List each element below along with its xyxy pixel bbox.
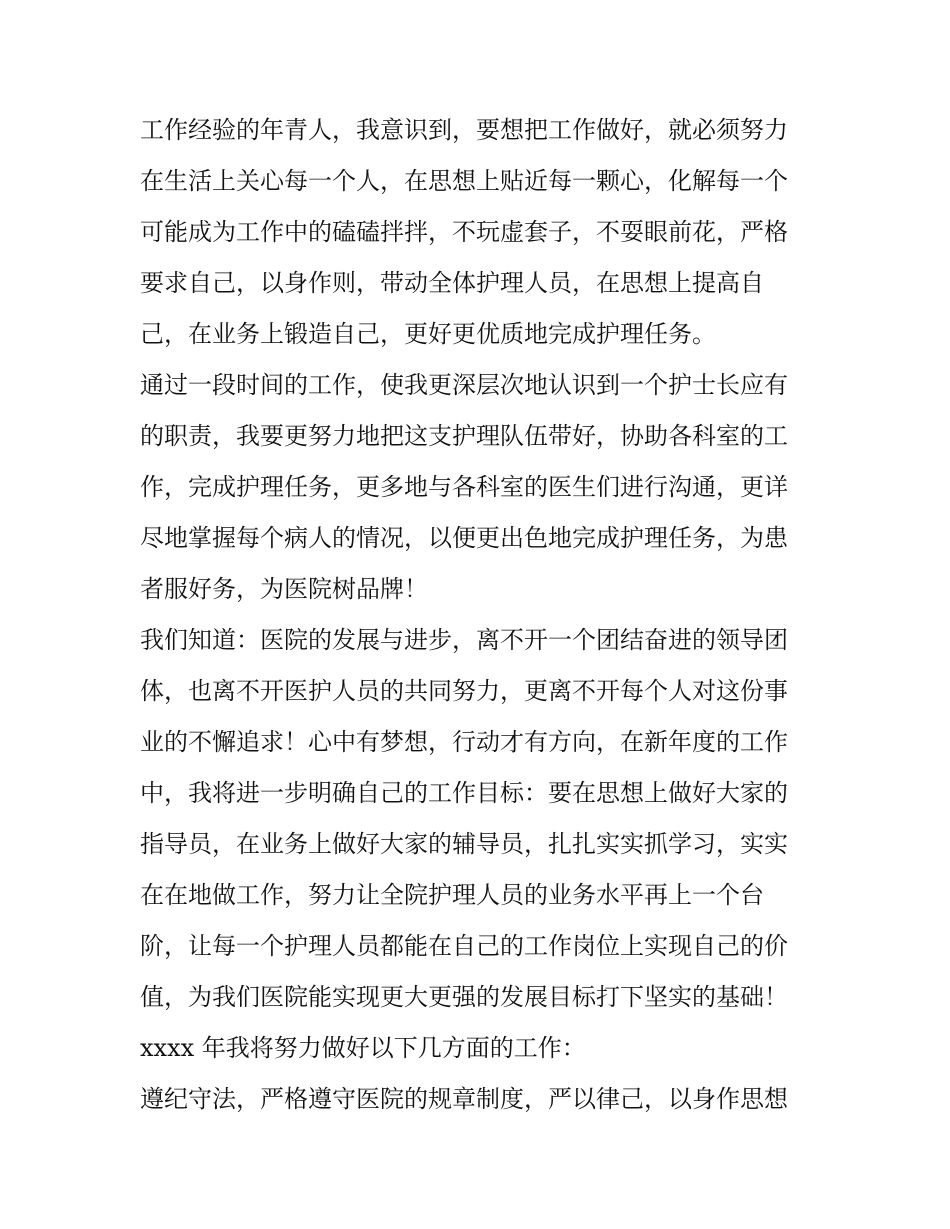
- text-line: 在生活上关心每一个人，在思想上贴近每一颗心，化解每一个: [140, 167, 788, 195]
- text-line: 己，在业务上锻造自己，更好更优质地完成护理任务。: [140, 320, 716, 348]
- text-line: xxxx 年我将努力做好以下几方面的工作：: [140, 1034, 586, 1062]
- text-line: 体，也离不开医护人员的共同努力，更离不开每个人对这份事: [140, 677, 788, 705]
- text-line: 在在地做工作，努力让全院护理人员的业务水平再上一个台: [140, 881, 764, 909]
- text-line: 我们知道：医院的发展与进步，离不开一个团结奋进的领导团: [140, 626, 788, 654]
- text-line: 可能成为工作中的磕磕拌拌，不玩虚套子，不耍眼前花，严格: [140, 218, 788, 246]
- document-body: [140, 105, 820, 1125]
- text-line: 阶，让每一个护理人员都能在自己的工作岗位上实现自己的价: [140, 932, 788, 960]
- text-line: 值，为我们医院能实现更大更强的发展目标打下坚实的基础！: [140, 983, 788, 1011]
- text-line: 的职责，我要更努力地把这支护理队伍带好，协助各科室的工: [140, 422, 788, 450]
- text-line: 通过一段时间的工作，使我更深层次地认识到一个护士长应有: [140, 371, 788, 399]
- text-line: 作，完成护理任务，更多地与各科室的医生们进行沟通，更详: [140, 473, 788, 501]
- text-line: 遵纪守法，严格遵守医院的规章制度，严以律己，以身作思想: [140, 1085, 788, 1113]
- text-line: 业的不懈追求！心中有梦想，行动才有方向，在新年度的工作: [140, 728, 788, 756]
- text-line: 要求自己，以身作则，带动全体护理人员，在思想上提高自: [140, 269, 764, 297]
- text-line: 者服好务，为医院树品牌！: [140, 575, 428, 603]
- text-line: 指导员，在业务上做好大家的辅导员，扎扎实实抓学习，实实: [140, 830, 788, 858]
- text-line: 工作经验的年青人，我意识到，要想把工作做好，就必须努力: [140, 116, 788, 144]
- text-line: 尽地掌握每个病人的情况，以便更出色地完成护理任务，为患: [140, 524, 788, 552]
- text-line: 中，我将进一步明确自己的工作目标：要在思想上做好大家的: [140, 779, 788, 807]
